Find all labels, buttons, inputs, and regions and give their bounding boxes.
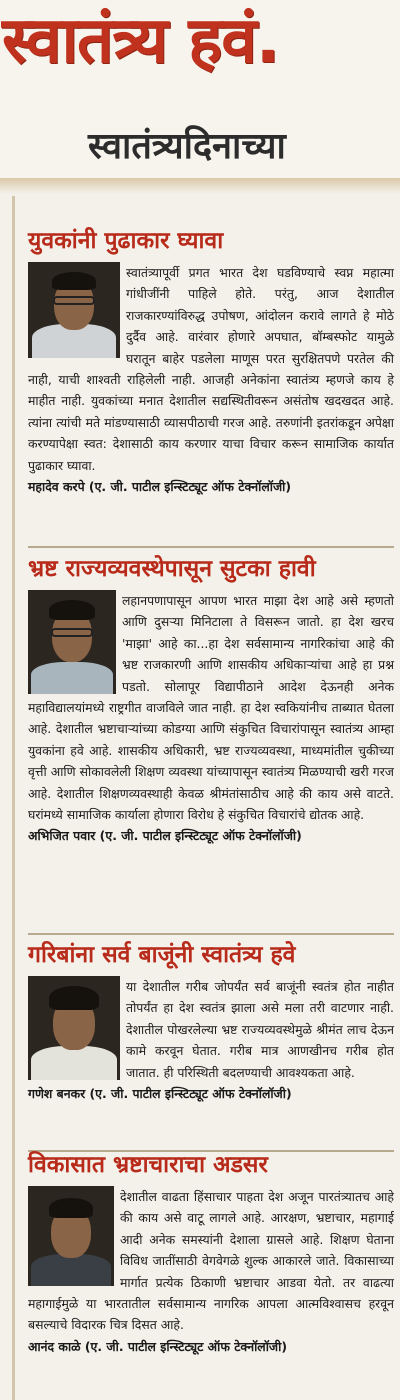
article-body: देशातील वाढता हिंसाचार पाहता देश अजून पारतंत्र्यातच आहे की काय असे वाटू लागले आहे. आरक्षण, भ्रष्टाचार, महागाई आदी अनेक समस्यांनी देशाला ग्रासले आहे. शिक्षण घेताना विविध जातींसाठी वेगवेगळे शुल्क आकारले जाते. विकासाच्या मार्गात प्रत्येक ठिकाणी भ्रष्टाचार आडवा येतो. तर वाढत्या महागाईमुळे या भारतातील सर्वसामान्य नागरिक आपला आत्मविश्वासच हरवून बसल्याचे विदारक चित्र दिसत आहे. — [28, 1189, 394, 1333]
column-rule — [12, 196, 15, 1400]
article-byline: आनंद काळे (ए. जी. पाटील इन्स्टिट्यूट ऑफ टेक्नॉलॉजी) — [28, 1338, 287, 1354]
article-byline: महादेव करपे (ए. जी. पाटील इन्स्टिट्यूट ऑफ टेक्नॉलॉजी) — [28, 479, 292, 495]
article-heading: भ्रष्ट राज्यव्यवस्थेपासून सुटका हावी — [28, 556, 316, 582]
article-section-4 — [28, 1150, 394, 1357]
author-photo — [28, 262, 120, 358]
author-photo — [28, 976, 120, 1080]
article-body: लहानपणापासून आपण भारत माझा देश आहे असे म्हणतो आणि दुसऱ्या मिनिटाला ते विसरून जातो. हा देश खरच 'माझा' आहे का...हा देश सर्वसामान्य नागरिकांचा आहे की भ्रष्ट राजकारणी आणि शासकीय अधिकाऱ्यांचा आहे हा प्रश्न पडतो. सोलापूर विद्यापीठाने आदेश देऊनही अनेक महाविद्यालयांमध्ये राष्ट्रगीत वाजविले जात नाही. हा देश स्वकियांनीच ताब्यात घेतला आहे. देशातील भ्रष्टाचाऱ्यांच्या कोडग्या आणि संकुचित विचारांपासून स्वातंत्र्य आम्हा युवकांना हवे आहे. शासकीय अधिकारी, भ्रष्ट राज्यव्यवस्था, माध्यमांतील चुकीच्या वृत्ती आणि सोकावलेली शिक्षण व्यवस्था यांच्यापासून स्वातंत्र्य मिळण्याची खरी गरज आहे. देशातील शिक्षणव्यवस्थाही केवळ श्रीमंतांसाठीच आहे की काय असे वाटते. घरांमध्ये सामाजिक कार्याला होणारा विरोध हे संकुचित विचारांचे द्योतक आहे. — [28, 593, 394, 823]
banner-subtitle: स्वातंत्र्यदिनाच्या — [88, 126, 286, 167]
article-heading: विकासात भ्रष्टाचाराचा अडसर — [28, 1152, 268, 1178]
header-divider — [0, 178, 400, 194]
section-divider — [28, 546, 394, 548]
article-section-3 — [28, 940, 394, 1104]
article-section-2 — [28, 554, 394, 847]
author-photo — [28, 1186, 114, 1286]
banner-title: स्वातंत्र्य हवं. — [2, 4, 280, 78]
article-body: या देशातील गरीब जोपर्यंत सर्व बाजूंनी स्वतंत्र होत नाहीत तोपर्यंत हा देश स्वतंत्र झाला असे मला तरी वाटणार नाही. देशातील पोखरलेल्या भ्रष्ट राज्यव्यवस्थेमुळे श्रीमंत लाच देऊन कामे करवून घेतात. गरीब मात्र आणखीनच गरीब होत जातात. ही परिस्थिती बदलण्याची आवश्यकता आहे. — [126, 979, 394, 1080]
article-byline: अभिजित पवार (ए. जी. पाटील इन्स्टिट्यूट ऑफ टेक्नॉलॉजी) — [28, 828, 302, 844]
masthead-banner — [0, 0, 400, 182]
section-divider — [28, 933, 394, 935]
article-section-1 — [28, 226, 394, 497]
article-heading: युवकांनी पुढाकार घ्यावा — [28, 228, 224, 254]
article-heading: गरिबांना सर्व बाजूंनी स्वातंत्र्य हवे — [28, 942, 296, 968]
article-body: स्वातंत्र्यापूर्वी प्रगत भारत देश घडविण्याचे स्वप्न महात्मा गांधीजींनी पाहिले होते. परंतु, आज देशातील राजकारण्यांविरुद्ध उपोषण, आंदोलन करावे लागते हे मोठे दुर्दैव आहे. वारंवार होणारे अपघात, बॉम्बस्फोट यामुळे घरातून बाहेर पडलेला माणूस परत सुरक्षितपणे परतेल की नाही, याची शाश्वती राहिलेली नाही. आजही अनेकांना स्वातंत्र्य म्हणजे काय हे माहीत नाही. युवकांच्या मनात देशातील सद्यस्थितीवरून असंतोष खदखदत आहे. त्यांना त्यांची मते मांडण्यासाठी व्यासपीठाची गरज आहे. तरुणांनी इतरांकडून अपेक्षा करण्यापेक्षा स्वत: देशासाठी काय करणार याचा विचार करून सामाजिक कार्यात पुढाकार घ्यावा. — [28, 265, 394, 473]
article-byline: गणेश बनकर (ए. जी. पाटील इन्स्टिट्यूट ऑफ टेक्नॉलॉजी) — [28, 1086, 292, 1102]
author-photo — [28, 590, 116, 694]
